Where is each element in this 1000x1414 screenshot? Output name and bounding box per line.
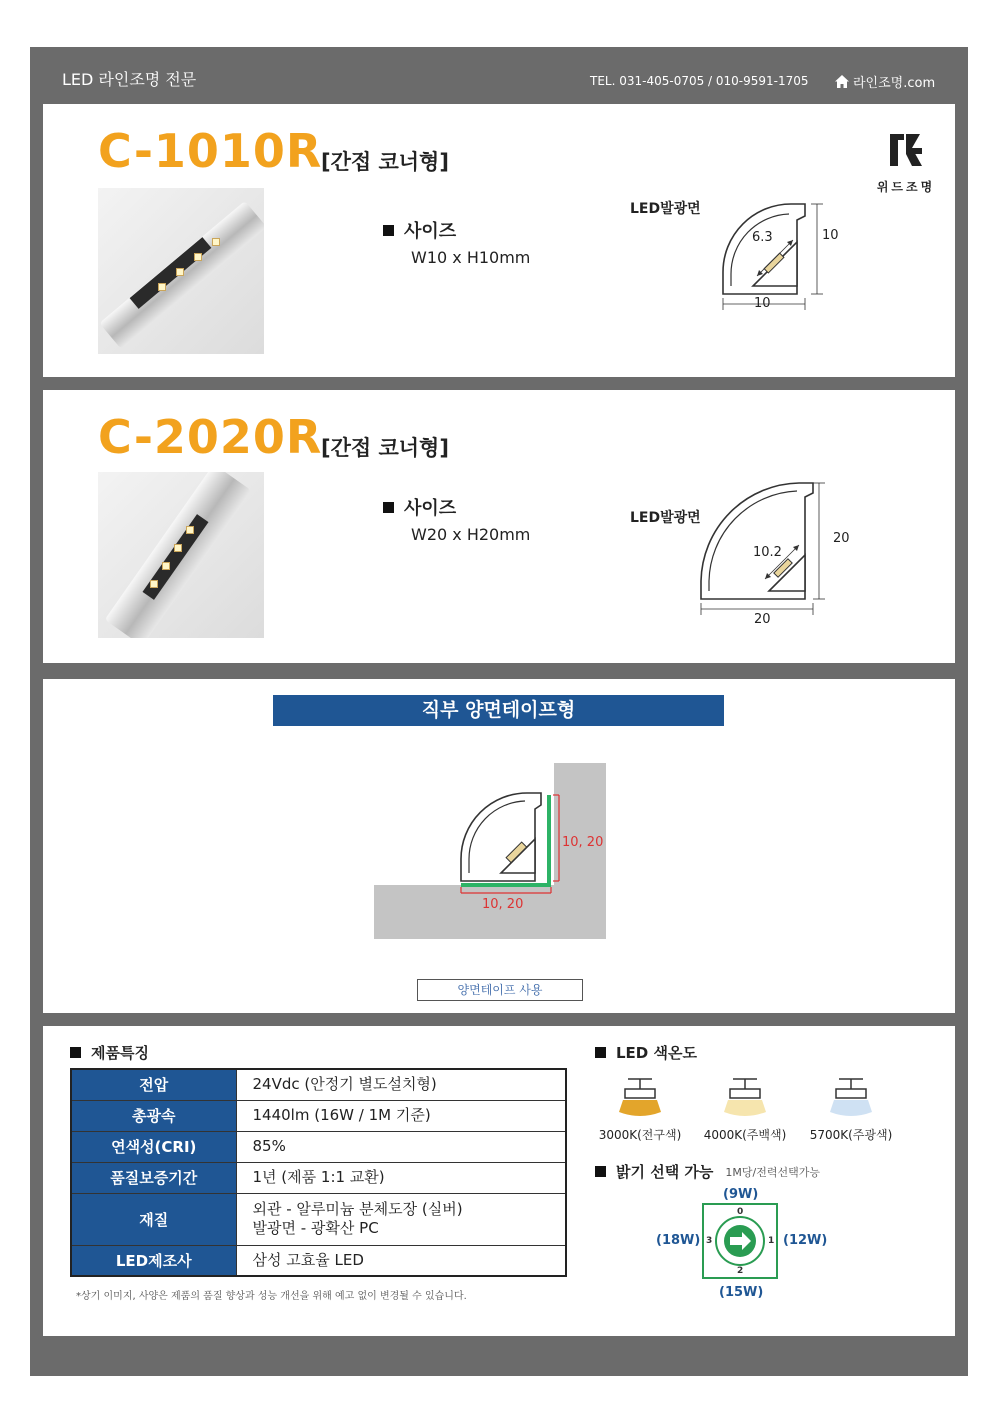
- spec-table: [70, 1068, 567, 1277]
- dial-position-left: 3: [706, 1236, 713, 1246]
- size-value: W10 x H10mm: [411, 248, 531, 267]
- dim-led-width: 6.3: [752, 230, 773, 245]
- cct-label: 3000K(전구색): [598, 1128, 682, 1142]
- features-heading: 제품특징: [70, 1042, 149, 1063]
- size-value: W20 x H20mm: [411, 525, 531, 544]
- spec-key: 총광속: [71, 1100, 236, 1131]
- page-frame: [30, 47, 968, 1376]
- lamp-warm-icon: [615, 1076, 665, 1118]
- cct-4000k: [690, 1076, 800, 1143]
- color-temp-heading: LED 색온도: [595, 1042, 697, 1063]
- table-row: [71, 1245, 566, 1276]
- dial-position-bottom: 2: [737, 1266, 744, 1276]
- dim-horizontal: 10, 20: [482, 897, 524, 912]
- dim-width: 10: [754, 296, 771, 311]
- install-banner: 직부 양면테이프형: [273, 695, 724, 726]
- dim-width: 20: [754, 612, 771, 627]
- bullet-square-icon: [383, 225, 394, 236]
- model-name: C-1010R: [98, 124, 323, 178]
- brand-text: LED 라인조명 전문: [62, 70, 197, 89]
- brightness-right-label: (12W): [783, 1233, 828, 1248]
- spec-value: 24Vdc (안정기 별도설치형): [236, 1069, 566, 1100]
- cct-label: 4000K(주백색): [703, 1128, 787, 1142]
- led-surface-label: LED발광면: [630, 510, 701, 526]
- table-row: [71, 1131, 566, 1162]
- top-bar: [30, 47, 968, 104]
- bullet-square-icon: [70, 1047, 81, 1058]
- table-row: [71, 1069, 566, 1100]
- company-logo: [871, 128, 941, 195]
- features-panel: [43, 1026, 955, 1336]
- spec-key: 연색성(CRI): [71, 1131, 236, 1162]
- model-type: [간접 코너형]: [321, 436, 449, 460]
- dial-position-top: 0: [737, 1207, 744, 1217]
- home-icon: [835, 75, 849, 88]
- dim-height: 20: [833, 531, 850, 546]
- cct-3000k: [585, 1076, 695, 1143]
- product-photo: [98, 472, 264, 638]
- size-heading: 사이즈: [383, 494, 456, 520]
- product-panel-c2020r: [43, 390, 955, 663]
- model-name: C-2020R: [98, 410, 323, 464]
- dim-vertical: 10, 20: [562, 835, 604, 850]
- tape-note: 양면테이프 사용: [417, 979, 583, 1001]
- product-panel-c1010r: [43, 104, 955, 377]
- dim-height: 10: [822, 228, 839, 243]
- disclaimer: *상기 이미지, 사양은 제품의 품질 향상과 성능 개선을 위해 예고 없이 변경될 수 있습니다.: [76, 1291, 467, 1302]
- cct-5700k: [796, 1076, 906, 1143]
- brightness-heading: 밝기 선택 가능 1M당/전력선택가능: [595, 1161, 820, 1182]
- install-diagram: [373, 761, 608, 941]
- spec-value: 1년 (제품 1:1 교환): [236, 1162, 566, 1193]
- phone-numbers: TEL. 031-405-0705 / 010-9591-1705: [590, 74, 809, 88]
- size-heading: 사이즈: [383, 217, 456, 243]
- lamp-cool-icon: [826, 1076, 876, 1118]
- profile-diagram-c1010r: [713, 194, 873, 324]
- led-surface-label: LED발광면: [630, 201, 701, 217]
- logo-mark-icon: [884, 128, 928, 172]
- spec-value: 삼성 고효율 LED: [236, 1245, 566, 1276]
- spec-value: 외관 - 알루미늄 분체도장 (실버) 발광면 - 광확산 PC: [236, 1193, 566, 1245]
- model-type: [간접 코너형]: [321, 150, 449, 174]
- bullet-square-icon: [383, 502, 394, 513]
- brightness-left-label: (18W): [656, 1233, 701, 1248]
- dial-position-right: 1: [768, 1236, 775, 1246]
- dim-led-width: 10.2: [753, 545, 782, 560]
- spec-key: 전압: [71, 1069, 236, 1100]
- logo-text: 위드조명: [876, 180, 936, 194]
- spec-key: 재질: [71, 1193, 236, 1245]
- installation-panel: [43, 679, 955, 1013]
- lamp-neutral-icon: [720, 1076, 770, 1118]
- spec-key: 품질보증기간: [71, 1162, 236, 1193]
- website-text: 라인조명.com: [853, 76, 936, 91]
- spec-key: LED제조사: [71, 1245, 236, 1276]
- website-link[interactable]: [835, 72, 935, 91]
- cct-label: 5700K(주광색): [809, 1128, 893, 1142]
- profile-diagram-c2020r: [695, 475, 875, 635]
- table-row: [71, 1162, 566, 1193]
- table-row: [71, 1100, 566, 1131]
- brightness-bottom-label: (15W): [719, 1285, 764, 1300]
- bullet-square-icon: [595, 1047, 606, 1058]
- product-photo: [98, 188, 264, 354]
- bullet-square-icon: [595, 1166, 606, 1177]
- spec-value: 85%: [236, 1131, 566, 1162]
- spec-value: 1440lm (16W / 1M 기준): [236, 1100, 566, 1131]
- brightness-top-label: (9W): [723, 1187, 759, 1202]
- table-row: [71, 1193, 566, 1245]
